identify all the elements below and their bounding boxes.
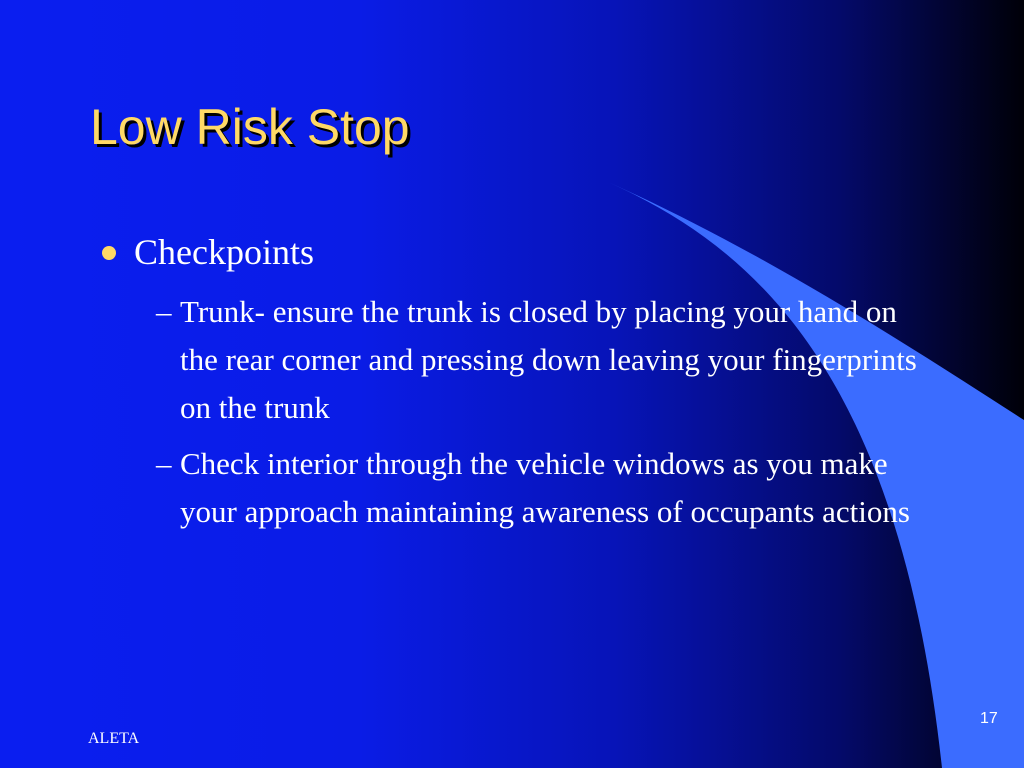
bullet-item [98,226,958,278]
bullet-text: Checkpoints [134,232,314,272]
sub-bullet-text: Trunk- ensure the trunk is closed by placing your hand on the rear corner and pressing down leaving your fingerprints on the trunk [180,294,917,425]
dash-marker: – [156,446,172,481]
sub-bullet-item [156,288,958,432]
slide-title: Low Risk Stop [90,99,410,155]
sub-bullet-text: Check interior through the vehicle windows as you make your approach maintaining awareness of occupants actions [180,446,910,529]
dash-marker: – [156,294,172,329]
sub-bullet-list [156,288,958,536]
footer-text: ALETA [88,730,140,747]
bullet-dot-icon [102,246,116,260]
slide-content [98,226,958,544]
sub-bullet-item [156,440,958,536]
page-number: 17 [980,710,998,727]
